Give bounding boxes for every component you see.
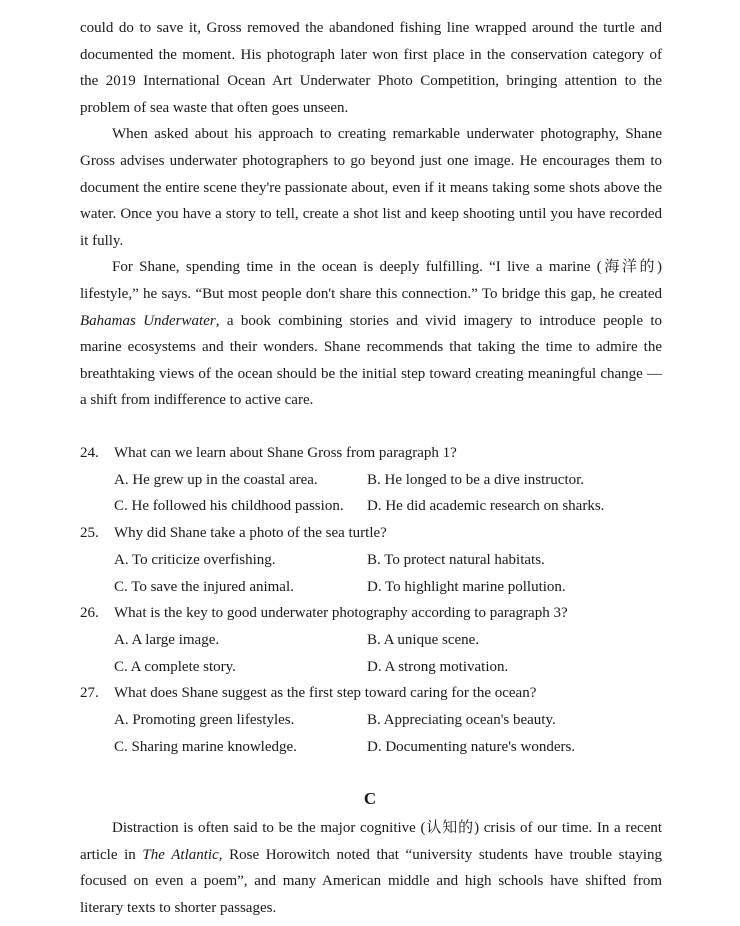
- option-25-d[interactable]: D. To highlight marine pollution.: [367, 579, 566, 595]
- question-24: [80, 443, 670, 463]
- passage-c-paragraph-1: [80, 815, 662, 921]
- option-24-b[interactable]: B. He longed to be a dive instructor.: [367, 472, 585, 488]
- question-number: 24.: [80, 445, 99, 461]
- option-24-d[interactable]: D. He did academic research on sharks.: [367, 498, 605, 514]
- option-24-c[interactable]: C. He followed his childhood passion.: [114, 498, 344, 514]
- option-24-a[interactable]: A. He grew up in the coastal area.: [114, 472, 318, 488]
- magazine-title: The Atlantic: [142, 846, 219, 863]
- option-26-a[interactable]: A. A large image.: [114, 632, 220, 648]
- option-26-b[interactable]: B. A unique scene.: [367, 632, 480, 648]
- question-number: 25.: [80, 525, 99, 541]
- question-number: 27.: [80, 685, 99, 701]
- book-title: Bahamas Underwater: [80, 312, 216, 329]
- passage-b-text: [80, 15, 662, 414]
- option-25-a[interactable]: A. To criticize overfishing.: [114, 552, 276, 568]
- paragraph-4-part-a: For Shane, spending time in the ocean is deeply fulfilling. “I live a marine (海洋的) lifestyle,” he says. “But most people don't share this connection.” To bridge this gap, he created: [80, 259, 662, 302]
- passage-c-part-b: , Rose Horowitch noted that “university students have trouble staying focused on even a poem”, and many American middle and high schools have shifted from literary texts to shorter passages.: [80, 846, 662, 916]
- question-26: [80, 603, 670, 623]
- option-25-b[interactable]: B. To protect natural habitats.: [367, 552, 545, 568]
- option-25-c[interactable]: C. To save the injured animal.: [114, 579, 294, 595]
- question-text: Why did Shane take a photo of the sea turtle?: [114, 525, 387, 541]
- option-27-d[interactable]: D. Documenting nature's wonders.: [367, 739, 576, 755]
- option-27-c[interactable]: C. Sharing marine knowledge.: [114, 739, 297, 755]
- question-text: What can we learn about Shane Gross from paragraph 1?: [114, 445, 457, 461]
- option-26-d[interactable]: D. A strong motivation.: [367, 659, 509, 675]
- option-27-b[interactable]: B. Appreciating ocean's beauty.: [367, 712, 556, 728]
- passage-c-text: [80, 815, 662, 921]
- paragraph-4: [80, 254, 662, 414]
- section-heading: C: [363, 789, 377, 808]
- paragraph-end: could do to save it, Gross removed the abandoned fishing line wrapped around the turtle and documented the moment. His photograph later won first place in the conservation category of the 2019 International Ocean Art Underwater Photo Competition, bringing attention to the problem of sea waste that often goes unseen.: [80, 20, 662, 116]
- passage-c-part-a: Distraction is often said to be the major cognitive (认知的) crisis of our time. In a recent article in: [80, 820, 662, 863]
- question-27: [80, 683, 670, 703]
- paragraph-3: When asked about his approach to creating remarkable underwater photography, Shane Gross advises underwater photographers to go beyond just one image. He encourages them to document the entire scene they're passionate about, even if it means taking some shots above the water. Once you have a story to tell, create a shot list and keep shooting until you have recorded it fully.: [80, 126, 662, 249]
- question-text: What does Shane suggest as the first step toward caring for the ocean?: [114, 685, 537, 701]
- option-26-c[interactable]: C. A complete story.: [114, 659, 236, 675]
- question-25: [80, 523, 670, 543]
- paragraph-4-part-b: , a book combining stories and vivid imagery to introduce people to marine ecosystems and their wonders. Shane recommends that taking the time to admire the breathtaking views of the ocean should be the initial step toward creating meaningful change — a shift from indifference to active care.: [80, 312, 663, 409]
- option-27-a[interactable]: A. Promoting green lifestyles.: [114, 712, 295, 728]
- question-text: What is the key to good underwater photography according to paragraph 3?: [114, 605, 568, 621]
- question-number: 26.: [80, 605, 99, 621]
